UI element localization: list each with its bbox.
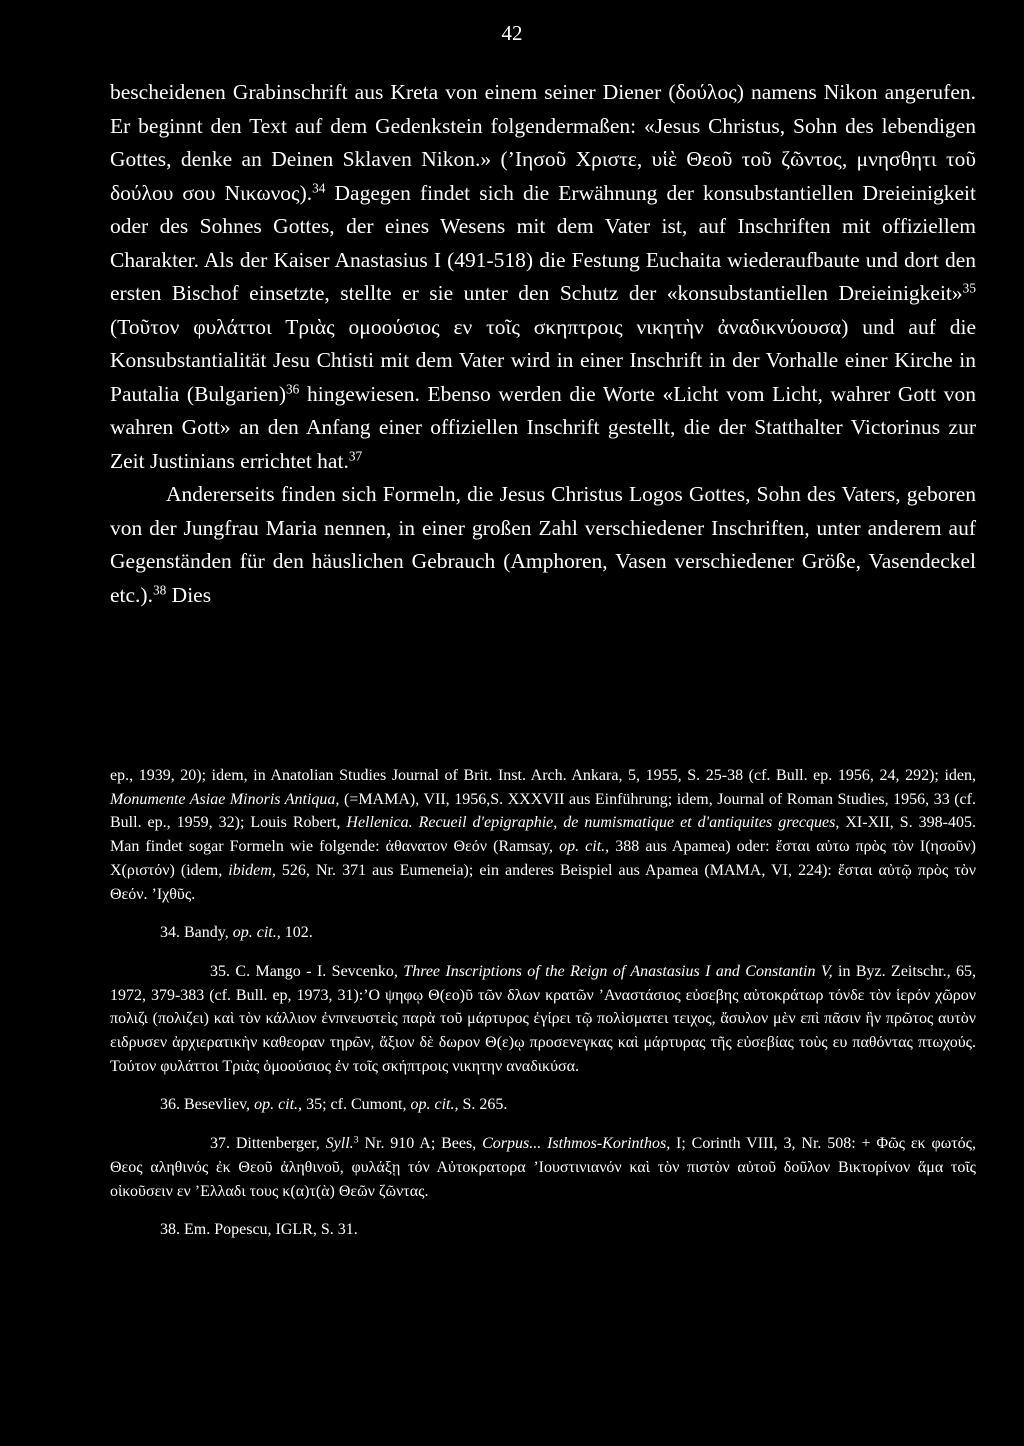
footnote-italic: op. cit., — [410, 1096, 459, 1114]
footnote-text: (=MAMA), VII, 1956,S. XXXVII aus Einführung; idem, Journal of Roman Studies, 1956, 33 (cf. Bull. ep., 1959, 32); Louis Robert, — [110, 790, 976, 832]
footnote-text: Nr. 910 A; Bees, — [358, 1135, 483, 1153]
footnote-ref-35[interactable]: 35 — [962, 280, 976, 296]
footnote-37 — [110, 1132, 976, 1203]
footnote-italic: ibidem, — [228, 861, 276, 879]
footnote-superscript: 3 — [353, 1134, 359, 1146]
footnote-italic: Three Inscriptions of the Reign of Anastasius I and Constantin V, — [403, 962, 833, 980]
footnote-italic: op. cit., — [254, 1096, 303, 1114]
footnote-38 — [110, 1218, 976, 1242]
page-number: 42 — [501, 21, 523, 45]
footnote-text: Bandy, — [180, 924, 233, 942]
footnote-italic: Corpus... Isthmos-Korinthos, — [482, 1135, 671, 1153]
footnote-text: I; Corinth VIII, 3, Nr. 508: + Φῶς εκ φωτός, Θεος αληθινός ἐκ Θεοῦ ἀληθινοῦ, φυλάξῃ τόν Αὐτοκρατορα ’Ιουστινιανόν καὶ τὸν πιστὸν αὐτοῦ δοῦλον Βικτορίνον ἅμα τοῖς οἰκοῦσειν εν ’Ελλαδι τους κ(α)τ(ὰ) Θεῶν ζῶντας. — [110, 1135, 977, 1200]
footnote-text: S. 265. — [458, 1096, 508, 1114]
footnote-text: Besevliev, — [180, 1096, 255, 1114]
paragraph-2 — [110, 478, 976, 612]
footnote-36 — [110, 1093, 976, 1117]
footnote-text: Dittenberger, — [230, 1135, 326, 1153]
footnote-text: in Byz. Zeitschr., 65, 1972, 379-383 (cf. Bull. ep, 1973, 31):’Ο ψηφῳ Θ(εο)ῦ τῶν δλων κρατῶν ’Αναστάσιος εὐσεβης αὐτοκράτωρ τόνδε τὸν ἱερόν χῶρον πολιζι (πολιζει) καὶ τὸν κάλλιον ἐνπνευστεὶς παρὰ τοῦ μάρτυρος ἐγίρει τῷ πολὶσματει τειχος, ἄσυλον μὲν επὶ πᾶσιν ἣν πρῶτος αυτὸν ειδρυσεν ἀρχιερατικὴν καθεοραν τηρῶν, ἄξιον δὲ δωρον Θ(ε)ῳ προσενεγκας καὶ μάρτυρας τῆς εὐσεβίας τοὺς ευ παθόντας πτωχούς. Τούτον φυλάττοι Τριὰς ὁμοούσιος ἐν τοῖς σκήπτροις νικητην αναδικύσα. — [110, 962, 977, 1075]
footnotes — [110, 764, 976, 1242]
footnote-number: 34. — [160, 924, 180, 942]
footnote-text: 35; cf. Cumont, — [302, 1096, 411, 1114]
footnote-italic: op. cit., — [559, 838, 610, 856]
footnote-text: C. Mango - I. Sevcenko, — [230, 962, 404, 980]
paragraph-text: hingewiesen. Ebenso werden die Worte «Licht vom Licht, wahrer Gott von wahren Gott» an den Anfang einer offiziellen Inschrift gestellt, die der Statthalter Victorinus zur Zeit Justinians errichtet hat. — [110, 381, 977, 473]
paragraph-1 — [110, 76, 976, 478]
footnote-text: 102. — [280, 924, 313, 942]
footnote-ref-37[interactable]: 37 — [348, 448, 363, 464]
footnote-italic: Monumente Asiae Minoris Antiqua, — [110, 790, 340, 808]
footnote-number: 35. — [210, 962, 230, 980]
footnote-italic: op. cit., — [232, 924, 281, 942]
paragraph-text: (Τοῦτον φυλάττοι Τριὰς ομοούσιος εν τοῖς σκηπτροις νικητὴν ἀναδικνύουσα) und auf die Konsubstantialität Jesu Chtisti mit dem Vater wird in einer Inschrift in der Vorhalle einer Kirche in Pautalia (Bulgarien) — [110, 314, 976, 406]
footnote-text: ep., 1939, 20); idem, in Anatolian Studies Journal of Brit. Inst. Arch. Ankara, 5, 1955, S. 25-38 (cf. Bull. ep. 1956, 24, 292); iden, — [110, 767, 976, 784]
footnote-text: XI-XII, S. 398-405. Man findet sogar Formeln wie folgende: ἀθανατον Θεόν (Ramsay, — [110, 814, 976, 856]
paragraph-text: Dagegen findet sich die Erwähnung der konsubstantiellen Dreieinigkeit oder des Sohnes Gottes, der eines Wesens mit dem Vater ist, auf Inschriften mit offiziellem Charakter. Als der Kaiser Anastasius I (491-518) die Festung Euchaita wiederaufbaute und dort den ersten Bischof einsetzte, stellte er sie unter den Schutz der «konsubstantiellen Dreieinigkeit» — [110, 180, 976, 305]
footnote-ref-38[interactable]: 38 — [152, 582, 167, 598]
footnote-text: Em. Popescu, IGLR, S. 31. — [180, 1221, 358, 1239]
footnote-number: 38. — [160, 1221, 180, 1239]
footnote-35 — [110, 960, 976, 1079]
footnote-number: 37. — [210, 1135, 230, 1153]
footnote-34 — [110, 921, 976, 945]
footnote-text: 388 aus Apamea) oder: ἔσται αὐτω πρὸς τὸν I(ησοῦν) X(ριστόν) (idem, — [110, 838, 977, 879]
paragraph-text: bescheidenen Grabinschrift aus Kreta von einem seiner Diener (δούλος) namens Nikon angerufen. Er beginnt den Text auf dem Gedenkstein folgendermaßen: «Jesus Christus, Sohn des lebendigen Gottes, denke an Deinen Sklaven Nikon.» (’Ιησοῦ Χριστε, υἱὲ Θεοῦ τοῦ ζῶντος, μνησθητι τοῦ δούλου σου Νικωνος). — [110, 80, 976, 205]
footnote-continuation — [110, 764, 976, 906]
paragraph-text: Dies — [166, 582, 212, 607]
footnote-number: 36. — [160, 1096, 180, 1114]
footnote-text: 526, Nr. 371 aus Eumeneia); ein anderes Beispiel aus Apamea (MAMA, VI, 224): ἔσται αὐτῷ πρὸς τὸν Θεόν. ’Ιχθῦς. — [110, 861, 976, 903]
paragraph-text: Andererseits finden sich Formeln, die Jesus Christus Logos Gottes, Sohn des Vaters, geboren von der Jungfrau Maria nennen, in einer großen Zahl verschiedener Inschriften, unter anderem auf Gegenständen für den häuslichen Gebrauch (Amphoren, Vasen verschiedener Größe, Vasendeckel etc.). — [110, 482, 976, 607]
footnote-ref-34[interactable]: 34 — [312, 180, 326, 196]
footnote-italic: Hellenica. Recueil d'epigraphie, de numismatique et d'antiquites grecques, — [346, 814, 840, 832]
footnote-italic: Syll. — [325, 1135, 354, 1153]
main-text — [110, 76, 976, 612]
footnote-ref-36[interactable]: 36 — [286, 381, 300, 397]
